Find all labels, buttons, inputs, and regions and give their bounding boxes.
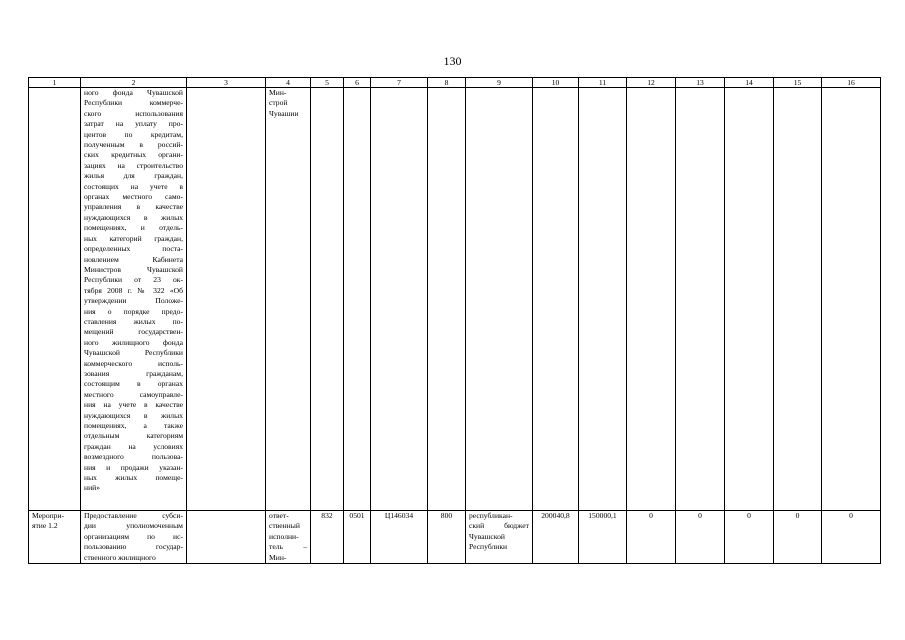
table-cell bbox=[311, 88, 344, 511]
measure-number bbox=[29, 511, 81, 564]
section-code: 0501 bbox=[344, 511, 371, 564]
text-line: нуждающихся в жилых bbox=[84, 212, 183, 222]
text-line: Министров Чувашской bbox=[84, 264, 183, 274]
header-cell: 9 bbox=[466, 78, 533, 88]
text-line: ния и продажи указан- bbox=[84, 462, 183, 472]
text-line: ставления жилых по- bbox=[84, 316, 183, 326]
text-line: ных жилых помеще- bbox=[84, 473, 183, 483]
text-line: исполни- bbox=[269, 531, 299, 541]
text-line: органах местного само- bbox=[84, 192, 183, 202]
text-line: дии уполномоченным bbox=[84, 521, 183, 531]
text-line: помещениях, а также bbox=[84, 421, 183, 430]
text-line: коммерческого исполь- bbox=[84, 358, 183, 368]
text-line: ственного жилищного bbox=[84, 552, 156, 562]
text-line: мещений государствен- bbox=[84, 327, 183, 337]
text-line: ного жилищного фонда bbox=[84, 337, 183, 347]
amount-cell: 0 bbox=[725, 511, 774, 564]
table-cell bbox=[187, 88, 266, 511]
text-line: новлением Кабинета bbox=[84, 254, 183, 264]
text-line: ских кредитных органи- bbox=[84, 150, 183, 160]
text-line: зования гражданам, bbox=[84, 368, 183, 378]
table-cell bbox=[579, 88, 627, 511]
text-line: Меропри- bbox=[32, 511, 65, 520]
amount-cell: 150000,1 bbox=[579, 511, 627, 564]
table-cell bbox=[774, 88, 822, 511]
text-line: ственный bbox=[269, 521, 300, 531]
executor-cell bbox=[266, 88, 311, 511]
text-line: ния на учете в качестве bbox=[84, 400, 183, 410]
text-line: помещениях, и отдель- bbox=[84, 223, 183, 233]
text-line: состоящих на учете в bbox=[84, 181, 183, 191]
header-cell: 10 bbox=[533, 78, 579, 88]
table-cell bbox=[371, 88, 428, 511]
ministry-code: 832 bbox=[311, 511, 344, 564]
text-line: утверждении Положе- bbox=[84, 296, 183, 306]
header-cell: 2 bbox=[81, 78, 187, 88]
page-number: 130 bbox=[443, 54, 462, 68]
text-line: тель – bbox=[269, 542, 307, 552]
text-line: центов по кредитам, bbox=[84, 129, 183, 139]
text-line: затрат на уплату про- bbox=[84, 119, 183, 129]
header-cell: 11 bbox=[579, 78, 627, 88]
text-line: ного фонда Чувашской bbox=[84, 88, 183, 97]
header-cell: 15 bbox=[774, 78, 822, 88]
table-cell bbox=[466, 88, 533, 511]
header-cell: 1 bbox=[29, 78, 81, 88]
text-line: ответ- bbox=[269, 511, 289, 520]
table-cell bbox=[187, 511, 266, 564]
header-cell: 13 bbox=[676, 78, 725, 88]
header-cell: 12 bbox=[627, 78, 676, 88]
amount-cell: 200040,8 bbox=[533, 511, 579, 564]
text-line: местного самоуправле- bbox=[84, 389, 183, 399]
text-line: Мин- bbox=[269, 552, 287, 562]
text-line: Республики коммерче- bbox=[84, 98, 183, 108]
text-line: Республики от 23 ок- bbox=[84, 275, 183, 285]
table-row bbox=[29, 511, 881, 564]
text-line: зациях на строительство bbox=[84, 160, 183, 170]
header-cell: 16 bbox=[822, 78, 881, 88]
text-line: определенных поста- bbox=[84, 244, 183, 254]
text-line: ния о порядке предо- bbox=[84, 306, 183, 316]
header-cell: 8 bbox=[428, 78, 466, 88]
text-line: управления в качестве bbox=[84, 202, 183, 212]
executor-cell bbox=[266, 511, 311, 564]
table-cell bbox=[822, 88, 881, 511]
table-cell bbox=[676, 88, 725, 511]
header-cell: 4 bbox=[266, 78, 311, 88]
text-line: полученным в россий- bbox=[84, 140, 183, 150]
text-line: отдельным категориям bbox=[84, 431, 183, 441]
table-cell bbox=[344, 88, 371, 511]
measure-description bbox=[81, 88, 187, 511]
text-line: республикан- bbox=[469, 511, 513, 520]
text-line: пользованию государ- bbox=[84, 542, 183, 552]
text-line: состоящим в органах bbox=[84, 379, 183, 389]
amount-cell: 0 bbox=[627, 511, 676, 564]
header-cell: 5 bbox=[311, 78, 344, 88]
text-line: Предоставление субси- bbox=[84, 511, 183, 520]
header-cell: 14 bbox=[725, 78, 774, 88]
text-line: нуждающихся в жилых bbox=[84, 410, 183, 420]
expense-type-code: 800 bbox=[428, 511, 466, 564]
table-cell bbox=[725, 88, 774, 511]
text-line: ных категорий граждан, bbox=[84, 233, 183, 243]
text-line: жилья для граждан, bbox=[84, 171, 183, 181]
amount-cell: 0 bbox=[676, 511, 725, 564]
text-line: возмездного пользова- bbox=[84, 452, 183, 462]
text-line: граждан на условиях bbox=[84, 441, 183, 451]
text-line: Мин- bbox=[269, 88, 287, 97]
table-cell bbox=[627, 88, 676, 511]
column-number-row bbox=[29, 78, 881, 88]
header-cell: 7 bbox=[371, 78, 428, 88]
text-line: ского использования bbox=[84, 108, 183, 118]
measure-description bbox=[81, 511, 187, 564]
text-line: Чувашской Республики bbox=[84, 348, 183, 358]
text-line: тября 2008 г. № 322 «Об bbox=[84, 285, 183, 295]
header-cell: 6 bbox=[344, 78, 371, 88]
text-line: ятие 1.2 bbox=[32, 521, 58, 531]
text-line: Чувашской bbox=[469, 531, 505, 541]
table-cell bbox=[428, 88, 466, 511]
table-cell bbox=[29, 88, 81, 511]
text-line: ский бюджет bbox=[469, 521, 529, 531]
text-line: строй bbox=[269, 98, 288, 108]
funding-source bbox=[466, 511, 533, 564]
table-row bbox=[29, 88, 881, 511]
text-line: ний» bbox=[84, 483, 100, 493]
amount-cell: 0 bbox=[774, 511, 822, 564]
target-article-code: Ц146034 bbox=[371, 511, 428, 564]
header-cell: 3 bbox=[187, 78, 266, 88]
amount-cell: 0 bbox=[822, 511, 881, 564]
text-line: Республики bbox=[469, 542, 508, 552]
text-line: организациям по ис- bbox=[84, 531, 183, 541]
table-cell bbox=[533, 88, 579, 511]
text-line: Чувашии bbox=[269, 108, 299, 118]
program-table bbox=[28, 77, 881, 564]
